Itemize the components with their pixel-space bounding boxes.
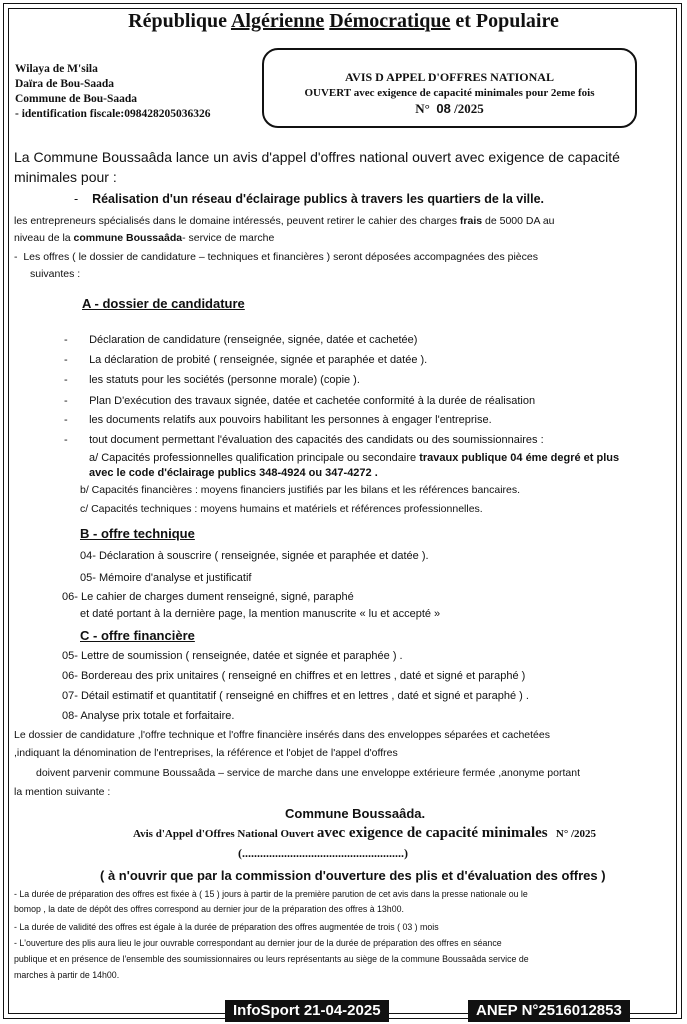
dossier-line3: doivent parvenir commune Boussaâda – service de marche dans une enveloppe extérieure fermée ,anonyme portant — [36, 767, 580, 779]
project-line: - Réalisation d'un réseau d'éclairage publics à travers les quartiers de la ville. — [74, 192, 545, 206]
section-b-heading: B - offre technique — [80, 526, 195, 541]
section-a-item: - les documents relatifs aux pouvoirs habilitant les personnes à engager l'entreprise. — [64, 414, 492, 426]
page-title — [0, 10, 687, 33]
section-a-item-text: tout document permettant l'évaluation des capacités des candidats ou des soumissionnaires : — [89, 434, 544, 446]
infosport-tag: InfoSport 21-04-2025 — [225, 1000, 389, 1022]
offres-text: Les offres ( le dossier de candidature – techniques et financières ) seront déposées accompagnées des pièces — [23, 251, 538, 263]
wilaya: Wilaya de M'sila — [15, 63, 98, 75]
section-a-heading: A - dossier de candidature — [82, 296, 245, 311]
commune: Commune de Bou-Saada — [15, 93, 138, 105]
section-a-item-text: les statuts pour les sociétés (personne morale) (copie ). — [89, 374, 360, 386]
envelope-avis-num: N° /2025 — [555, 828, 597, 840]
entrepreneurs-line2 — [14, 232, 274, 244]
title-part: et Populaire — [450, 10, 559, 32]
intro-line2: minimales pour : — [14, 169, 117, 185]
note-line: marches à partir de 14h00. — [14, 970, 120, 980]
section-a-item: - Plan D'exécution des travaux signée, datée et cachetée conformité à la durée de réalisation — [64, 395, 536, 407]
section-a-item-text: Plan D'exécution des travaux signée, datée et cachetée conformité à la durée de réalisation — [89, 395, 536, 407]
avis-title: AVIS D APPEL D'OFFRES NATIONAL — [345, 70, 554, 84]
price-text: de 5000 DA au — [482, 215, 555, 227]
service-text: - service de marche — [182, 232, 275, 244]
envelope-dots: (......................................................) — [238, 846, 408, 860]
section-a-item: - La déclaration de probité ( renseignée, signée et paraphée et datée ). — [64, 354, 428, 366]
section-c-item: 07- Détail estimatif et quantitatif ( renseigné en chiffres et en lettres , daté et signé et paraphé ) . — [62, 690, 529, 702]
dossier-line2: ,indiquant la dénomination de l'entreprises, la référence et l'objet de l'appel d'offres — [14, 747, 398, 759]
avis-number — [264, 101, 635, 117]
section-b-item: 06- Le cahier de charges dument renseigné, signé, paraphé — [62, 591, 354, 603]
cap-a-bold: travaux publique 04 éme degré et plus — [419, 452, 620, 464]
section-a-item: - tout document permettant l'évaluation des capacités des candidats ou des soumissionnaires : — [64, 434, 544, 446]
cap-b: b/ Capacités financières : moyens financiers justifiés par les bilans et les références bancaires. — [80, 484, 521, 496]
section-a-item-text: les documents relatifs aux pouvoirs habilitant les personnes à engager l'entreprise. — [89, 414, 492, 426]
avis-number-value: 08 — [436, 101, 451, 116]
avis-number-prefix: N° — [415, 101, 430, 116]
section-a-item-text: La déclaration de probité ( renseignée, signée et paraphée et datée ). — [89, 354, 428, 366]
note-line: - La durée de préparation des offres est fixée à ( 15 ) jours à partir de la première parution de cet avis dans la presse nationale ou le — [14, 889, 528, 899]
section-a-item-text: Déclaration de candidature (renseignée, signée, datée et cachetée) — [89, 334, 418, 346]
administration-block — [15, 62, 210, 122]
envelope-avis-big: avec exigence de capacité minimales — [316, 825, 548, 841]
section-a-item: - les statuts pour les sociétés (personne morale) (copie ). — [64, 374, 360, 386]
title-part: République — [128, 10, 231, 32]
offres-line2: suivantes : — [30, 268, 81, 280]
section-c-item: 06- Bordereau des prix unitaires ( renseigné en chiffres et en lettres , daté et signé et paraphé ) — [62, 670, 526, 682]
section-b-item: 04- Déclaration à souscrire ( renseignée, signée et paraphée et datée ). — [80, 550, 429, 562]
note-line: bomop , la date de dépôt des offres correspond au dernier jour de la préparation des offres à 13h00. — [14, 904, 404, 914]
cap-a-text: a/ Capacités professionnelles qualification principale ou secondaire — [89, 452, 420, 464]
fiscal-id: - identification fiscale:098428205036326 — [15, 108, 211, 120]
note-line: - La durée de validité des offres est égale à la durée de préparation des offres augmentée de trois ( 03 ) mois — [14, 922, 439, 932]
envelope-avis — [133, 824, 596, 842]
section-c-item: 08- Analyse prix totale et forfaitaire. — [62, 710, 235, 722]
note-line: - L'ouverture des plis aura lieu le jour ouvrable correspondant au dernier jour de la durée de préparation des offres en séance — [14, 938, 502, 948]
title-democratique: Démocratique — [329, 10, 451, 32]
project-title: Réalisation d'un réseau d'éclairage publics à travers les quartiers de la ville. — [92, 192, 545, 206]
section-b-item: et daté portant à la dernière page, la mention manuscrite « lu et accepté » — [80, 608, 441, 620]
dossier-line1: Le dossier de candidature ,l'offre technique et l'offre financière insérés dans des enveloppes séparées et cachetées — [14, 729, 550, 741]
commune-text: commune Boussaâda — [73, 232, 183, 244]
envelope-commune: Commune Boussaâda. — [285, 806, 426, 821]
title-algerienne: Algérienne — [230, 10, 325, 32]
avis-year: /2025 — [454, 101, 484, 116]
section-a-item: - Déclaration de candidature (renseignée, signée, datée et cachetée) — [64, 334, 418, 346]
entrepreneurs-line1 — [14, 215, 555, 227]
anep-tag: ANEP N°2516012853 — [468, 1000, 630, 1022]
cap-a-line2: avec le code d'éclairage publics 348-4924 ou 347-4272 . — [89, 467, 378, 479]
niveau-text: niveau de la — [14, 232, 74, 244]
frais-text: frais — [459, 215, 483, 227]
intro-line1: La Commune Boussaâda lance un avis d'appel d'offres national ouvert avec exigence de capacité — [14, 149, 620, 165]
entrepreneurs-text: les entrepreneurs spécialisés dans le domaine intéressés, peuvent retirer le cahier des charges — [14, 215, 460, 227]
offres-line1: - Les offres ( le dossier de candidature – techniques et financières ) seront déposées accompagnées des pièces — [14, 251, 538, 263]
section-c-heading: C - offre financière — [80, 628, 195, 643]
cap-c: c/ Capacités techniques : moyens humains et matériels et références professionnelles. — [80, 503, 483, 515]
section-b-item: 05- Mémoire d'analyse et justificatif — [80, 572, 252, 584]
section-c-item: 05- Lettre de soumission ( renseignée, datée et signée et paraphée ) . — [62, 650, 403, 662]
daira: Daïra de Bou-Saada — [15, 78, 115, 90]
avis-box — [262, 48, 637, 128]
avis-subtitle: OUVERT avec exigence de capacité minimales pour 2eme fois — [304, 87, 595, 99]
envelope-avis-small: Avis d'Appel d'Offres National Ouvert — [133, 828, 317, 840]
cap-a-line1 — [89, 452, 619, 464]
envelope-no-open: ( à n'ouvrir que par la commission d'ouverture des plis et d'évaluation des offres ) — [100, 868, 606, 883]
dossier-line4: la mention suivante : — [14, 786, 111, 798]
note-line: publique et en présence de l'ensemble des soumissionnaires ou leurs représentants au siège de la commune Boussaâda service de — [14, 954, 529, 964]
